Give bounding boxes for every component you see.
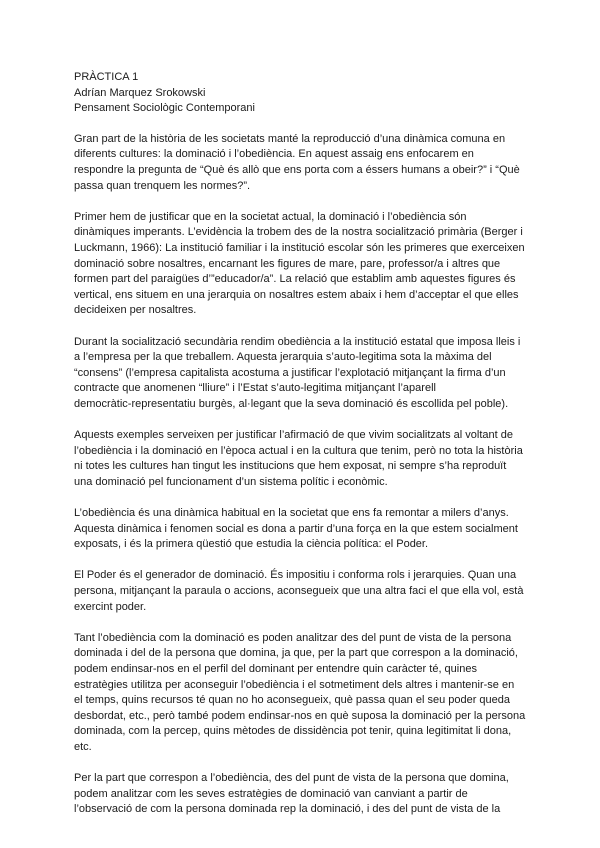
paragraph bbox=[74, 631, 600, 756]
text-line: Aquests exemples serveixen per justificar l’afirmació de que vivim socialitzats al voltant de bbox=[74, 429, 513, 442]
text-line: persona, mitjançant la paraula o accions, aconsegueix que una altra faci el que ella vol, està bbox=[74, 585, 524, 597]
subject-name: Pensament Sociològic Contemporani bbox=[74, 102, 255, 115]
paragraph bbox=[74, 428, 600, 490]
text-line: vertical, ens situem en una jerarquia on nosaltres estem abaix i hem d’acceptar el que elles bbox=[74, 288, 519, 301]
text-line: L’obediència és una dinàmica habitual en la societat que ens fa remontar a milers d’anys. bbox=[74, 507, 509, 520]
text-line: Tant l’obediència com la dominació es poden analitzar des del punt de vista de la persona bbox=[74, 631, 512, 644]
text-line: Aquesta dinàmica i fenomen social es dona a partir d’una força en la que estem socialment bbox=[74, 522, 518, 535]
text-line: formen part del paraigües d’”educador/a”. La relació que establim amb aquestes figures és bbox=[74, 273, 516, 286]
text-line: dominació sobre nosaltres, encarnant les figures de mare, pare, professor/a i altres que bbox=[74, 257, 501, 270]
text-line: dominada i del de la persona que domina, ja que, per la part que correspon a la dominació, bbox=[74, 647, 518, 660]
text-line: a l’empresa per la que treballem. Aquesta jerarquia s’auto-legitima sota la màxima del bbox=[74, 351, 492, 364]
text-line: passa quan trenquem les normes?”. bbox=[74, 179, 251, 192]
paragraph bbox=[74, 771, 600, 818]
text-line: diferents cultures: la dominació i l’obediència. En aquest assaig ens enfocarem en bbox=[74, 148, 474, 161]
text-line: Per la part que correspon a l’obediència, des del punt de vista de la persona que domina, bbox=[74, 772, 509, 785]
text-line: contracte que anomenen “lliure” i l’Estat s’auto-legitima mitjançant l’aparell bbox=[74, 382, 436, 395]
text-line: etc. bbox=[74, 740, 92, 753]
text-line: el temps, quins recursos té quan no ho aconsegueix, què passa quan el seu poder queda bbox=[74, 694, 511, 707]
text-line: dominada, com la percep, quins mètodes de dissidència pot tenir, quina legitimitat li dona, bbox=[74, 725, 512, 738]
text-line: Durant la socialització secundària rendim obediència a la institució estatal que imposa lleis i bbox=[74, 335, 521, 348]
document-header bbox=[74, 70, 600, 117]
text-line: desbordat, etc., però també podem endinsar-nos en què suposa la dominació per la persona bbox=[74, 709, 526, 722]
paragraph bbox=[74, 568, 600, 615]
text-line: Primer hem de justificar que en la societat actual, la dominació i l’obediència són bbox=[74, 210, 467, 223]
text-line: ni totes les cultures han tingut les institucions que hem exposat, ni sempre s’ha reproduït bbox=[74, 460, 507, 473]
paragraph bbox=[74, 132, 600, 194]
text-line: decideixen per nosaltres. bbox=[74, 304, 197, 317]
text-line: El Poder és el generador de dominació. És impositiu i conforma rols i jerarquies. Quan una bbox=[74, 569, 517, 582]
practice-title: PRÀCTICA 1 bbox=[74, 71, 139, 83]
text-line: estratègies utilitza per aconseguir l’obediència i el sotmetiment dels altres i mantenir-se en bbox=[74, 678, 515, 691]
text-line: l’observació de com la persona dominada rep la dominació, i des del punt de vista de la bbox=[74, 803, 501, 816]
text-line: una dominació pel funcionament d’un sistema polític i econòmic. bbox=[74, 475, 388, 488]
text-line: exercint poder. bbox=[74, 600, 147, 613]
text-line: podem endinsar-nos en el perfil del dominant per entendre quin caràcter té, quines bbox=[74, 662, 477, 675]
paragraph bbox=[74, 210, 600, 319]
text-line: podem analitzar com les seves estratègies de dominació van canviant a partir de bbox=[74, 787, 468, 800]
text-line: l’obediència i la dominació en l’època actual i en la cultura que tenim, però no tota la història bbox=[74, 444, 523, 457]
author-name: Adrían Marquez Srokowski bbox=[74, 86, 206, 99]
text-line: democràtic-representatiu burgès, al·legant que la seva dominació és escollida pel poble). bbox=[74, 397, 509, 410]
text-line: dinàmiques imperants. L’evidència la trobem des de la nostra socialització primària (Berger i bbox=[74, 226, 523, 239]
document-body bbox=[74, 132, 600, 818]
text-line: “consens” (l’empresa capitalista acostuma a justificar l’explotació mitjançant la firma d’un bbox=[74, 366, 506, 379]
text-line: exposats, i és la primera qüestió que estudia la ciència política: el Poder. bbox=[74, 538, 429, 551]
paragraph bbox=[74, 506, 600, 553]
text-line: respondre la pregunta de “Què és allò que ens porta com a éssers humans a obeir?” i “Què bbox=[74, 163, 520, 176]
paragraph bbox=[74, 335, 600, 413]
text-line: Gran part de la història de les societats manté la reproducció d’una dinàmica comuna en bbox=[74, 132, 506, 145]
text-line: Luckmann, 1966): La institució familiar i la institució escolar són les primeres que exerceixen bbox=[74, 241, 525, 254]
